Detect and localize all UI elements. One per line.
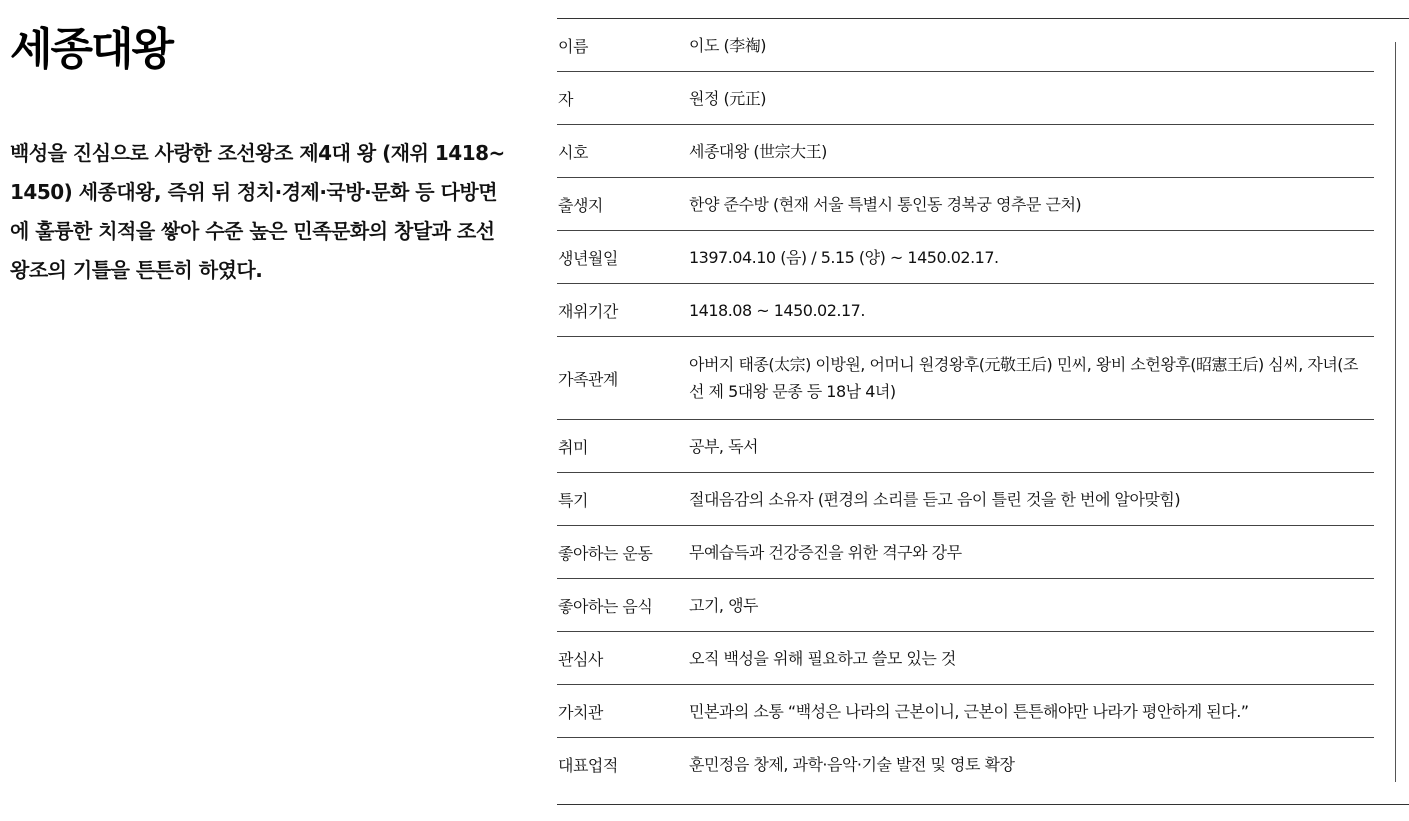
profile-value: 1397.04.10 (음) / 5.15 (양) ~ 1450.02.17. [689,247,999,267]
intro-description: 백성을 진심으로 사랑한 조선왕조 제4대 왕 (재위 1418~ 1450) 세종대왕, 즉위 뒤 정치·경제·국방·문화 등 다방면에 훌륭한 치적을 쌓아 수준 높은 민족문화의 창달과 조선 왕조의 기틀을 튼튼히 하였다. [10,141,505,282]
profile-value: 오직 백성을 위해 필요하고 쓸모 있는 것 [689,648,956,668]
profile-label: 관심사 [558,649,603,669]
profile-row-talent [557,473,1374,526]
profile-row-favorite-exercise [557,526,1374,579]
profile-row-achievements [557,738,1374,791]
profile-value: 1418.08 ~ 1450.02.17. [689,300,865,320]
intro-section [10,20,510,290]
profile-row-posthumous-name [557,125,1374,178]
profile-value: 한양 준수방 (현재 서울 특별시 통인동 경복궁 영추문 근처) [689,194,1082,214]
profile-row-hobby [557,420,1374,473]
profile-label: 이름 [558,36,588,56]
profile-value: 원정 (元正) [689,88,766,108]
profile-label: 출생지 [558,195,603,215]
profile-label: 좋아하는 음식 [558,596,653,616]
profile-value: 민본과의 소통 “백성은 나라의 근본이니, 근본이 튼튼해야만 나라가 평안하게 된다.” [689,701,1249,721]
profile-value: 절대음감의 소유자 (편경의 소리를 듣고 음이 틀린 것을 한 번에 알아맞힘) [689,489,1181,509]
profile-value: 공부, 독서 [689,436,758,456]
profile-label: 대표업적 [558,756,618,775]
profile-value: 무예습득과 건강증진을 위한 격구와 강무 [689,542,962,562]
profile-label: 가치관 [558,702,603,722]
profile-row-reign [557,284,1374,337]
profile-label: 자 [558,89,573,109]
profile-label: 생년월일 [558,248,618,268]
profile-row-values [557,685,1374,738]
profile-row-interest [557,632,1374,685]
table-bottom-rule [557,804,1409,805]
profile-value: 세종대왕 (世宗大王) [689,141,827,161]
profile-label: 특기 [558,490,588,510]
profile-label: 가족관계 [558,369,618,389]
profile-row-courtesy-name [557,72,1374,125]
profile-label: 좋아하는 운동 [558,543,653,563]
profile-value: 훈민정음 창제, 과학·음악·기술 발전 및 영토 확장 [689,755,1015,774]
profile-value: 이도 (李祹) [689,35,766,55]
profile-row-favorite-food [557,579,1374,632]
profile-value: 고기, 앵두 [689,595,758,615]
page-title: 세종대왕 [10,24,173,75]
profile-row-name [557,19,1374,72]
profile-value: 아버지 태종(太宗) 이방원, 어머니 원경왕후(元敬王后) 민씨, 왕비 소헌왕후(昭憲王后) 심씨, 자녀(조선 제 5대왕 문종 등 18남 4녀) [689,355,1358,401]
profile-label: 재위기간 [558,301,618,321]
profile-label: 취미 [558,437,588,457]
scrollbar-track[interactable] [1395,42,1396,782]
profile-row-birthplace [557,178,1374,231]
profile-table [557,18,1409,791]
profile-label: 시호 [558,142,588,162]
profile-row-family [557,337,1374,420]
profile-row-birth-date [557,231,1374,284]
